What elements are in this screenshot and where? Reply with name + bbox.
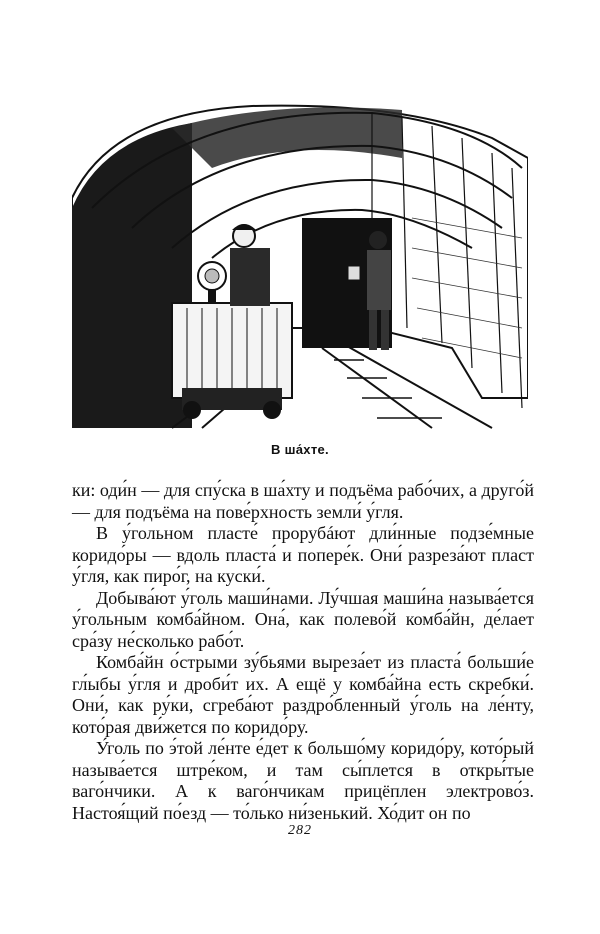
- figure-caption: В ша́хте.: [271, 442, 329, 457]
- body-text: [72, 480, 534, 824]
- paragraph: У́голь по э́той ле́нте е́дет к большо́му коридо́ру, кото́рый называ́ется штре́ком, и там сы́плется в откры́тые ваго́нчики. А к ваго́нчикам прицёплен электрово́з. Настоя́щий по́езд — то́лько ни́зенький. Хо́дит он по: [72, 738, 534, 823]
- paragraph: ки: оди́н — для спу́ска в ша́хту и подъёма рабо́чих, а друго́й — для подъёма на пове́рхность земли́ у́гля.: [72, 480, 534, 522]
- paragraph: В у́гольном пласте́ прорубáют дли́нные подзе́мные коридо́ры — вдоль пласта́ и попере́к. Они́ разреза́ют пласт у́гля, как пиро́г, на куски́.: [72, 523, 534, 586]
- paragraph: Добыва́ют у́голь маши́нами. Лу́чшая маши́на называ́ется у́гольным комба́йном. Она́, как полево́й комба́йн, де́лает сра́зу не́сколько рабо́т.: [72, 587, 534, 651]
- mine-tunnel-illustration: [72, 98, 528, 438]
- paragraph: Комба́йн о́стрыми зу́бьями выреза́ет из пласта́ больши́е гл́ыбы у́гля и дроби́т их. А ещё у комба́йна есть скребки́. Они́, как ру́ки, сгреба́ют раздро́бленный у́голь на ле́нту, кото́рая дви́жется по коридо́ру.: [72, 652, 534, 737]
- page-number: 282: [288, 823, 312, 838]
